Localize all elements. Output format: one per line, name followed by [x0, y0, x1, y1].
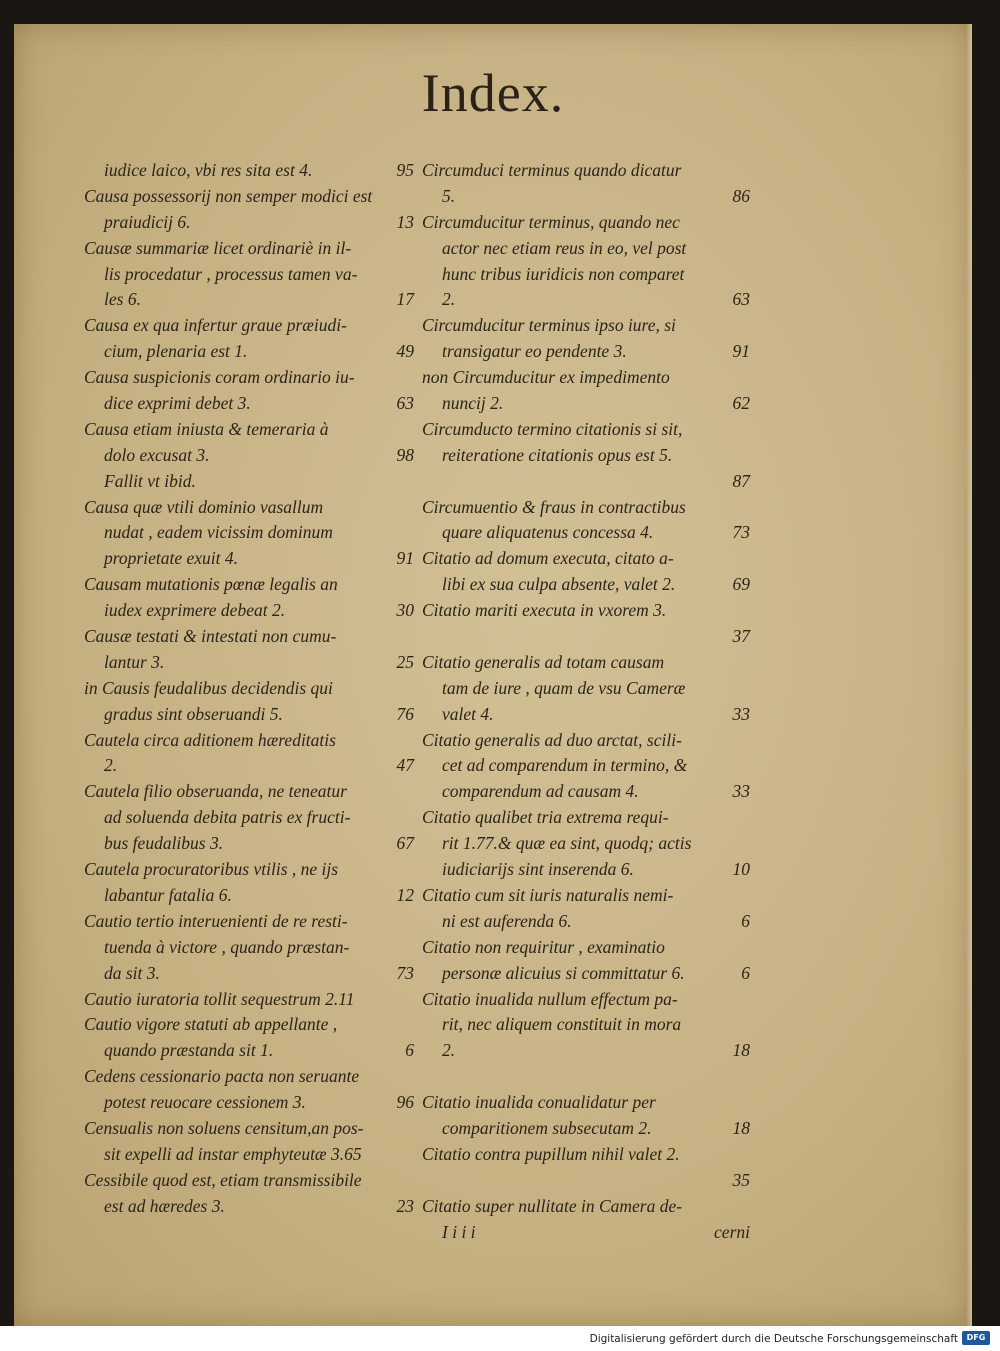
index-entry-text: sit expelli ad instar emphyteutæ 3.65	[104, 1143, 362, 1164]
index-entry-text: cet ad comparendum in termino, &	[442, 755, 688, 776]
index-line	[422, 1194, 750, 1220]
index-entry-text: dolo excusat 3.	[104, 444, 210, 465]
index-page-number: 76	[396, 703, 414, 724]
index-line	[84, 520, 414, 546]
index-entry-text: comparitionem subsecutam 2.	[442, 1117, 652, 1138]
index-line	[422, 676, 750, 702]
index-line	[422, 1038, 750, 1064]
index-line	[422, 158, 750, 184]
index-line	[84, 546, 414, 572]
index-page-number: 98	[396, 444, 414, 465]
index-entry-text: potest reuocare cessionem 3.	[104, 1092, 306, 1113]
index-line	[84, 935, 414, 961]
index-line	[422, 987, 750, 1013]
index-page-number: 62	[732, 393, 750, 414]
index-line	[422, 339, 750, 365]
index-entry-text: Fallit vt ibid.	[104, 470, 196, 491]
index-line	[422, 443, 750, 469]
index-entry-text: cium, plenaria est 1.	[104, 341, 248, 362]
index-entry-text: ad soluenda debita patris ex fructi-	[104, 807, 351, 828]
index-line	[84, 909, 414, 935]
index-entry-text: non Circumducitur ex impedimento	[422, 367, 670, 388]
index-entry-text: Circumduci terminus quando dicatur	[422, 160, 682, 180]
index-line	[84, 236, 414, 262]
index-entry-text: lantur 3.	[104, 651, 165, 672]
funding-footer	[0, 1326, 1000, 1351]
index-entry-text: praiudicij 6.	[104, 211, 191, 232]
index-line	[84, 158, 414, 184]
index-page-number: 73	[732, 522, 750, 543]
index-line	[84, 184, 414, 210]
index-line	[84, 469, 414, 495]
index-entry-text: Cessibile quod est, etiam transmissibile	[84, 1169, 362, 1190]
index-line	[422, 1220, 750, 1246]
index-line	[422, 546, 750, 572]
index-entry-text: Citatio contra pupillum nihil valet 2.	[422, 1143, 680, 1164]
index-line	[84, 598, 414, 624]
page-title: Index.	[421, 63, 565, 123]
index-line	[422, 1142, 750, 1168]
index-line	[84, 210, 414, 236]
index-page-number: 6	[741, 962, 750, 983]
index-entry-text: Circumducto termino citationis si sit,	[422, 418, 683, 439]
index-line	[84, 287, 414, 313]
index-line	[422, 883, 750, 909]
index-entry-text: gradus sint obseruandi 5.	[104, 703, 283, 724]
index-line	[84, 1116, 414, 1142]
index-entry-text: da sit 3.	[104, 962, 160, 983]
index-page-number: 18	[732, 1117, 750, 1138]
dfg-logo: DFG	[962, 1331, 990, 1345]
index-page-number: 87	[732, 470, 750, 491]
index-line	[422, 1090, 750, 1116]
index-line	[422, 753, 750, 779]
index-entry-text: Causa etiam iniusta & temeraria à	[84, 418, 329, 439]
index-line	[422, 495, 750, 521]
index-line	[422, 702, 750, 728]
index-page-number: 67	[396, 833, 414, 854]
index-entry-text: Cautio vigore statuti ab appellante ,	[84, 1014, 338, 1035]
index-page-number: 63	[396, 393, 414, 414]
index-entry-text: Causam mutationis pœnæ legalis an	[84, 574, 338, 595]
index-line	[422, 184, 750, 210]
index-entry-text: iudice laico, vbi res sita est 4.	[104, 160, 313, 180]
index-line	[422, 961, 750, 987]
index-line	[422, 520, 750, 546]
index-line	[422, 624, 750, 650]
index-entry-text: Cedens cessionario pacta non seruante	[84, 1066, 360, 1087]
index-entry-text: Cautio tertio interuenienti de re resti-	[84, 910, 348, 931]
index-entry-text: transigatur eo pendente 3.	[442, 341, 627, 362]
index-entry-text: in Causis feudalibus decidendis qui	[84, 677, 333, 698]
index-entry-text: quare aliquatenus concessa 4.	[442, 522, 654, 543]
index-entry-text: Citatio mariti executa in vxorem 3.	[422, 600, 667, 621]
index-line	[422, 572, 750, 598]
index-page-number: 12	[396, 884, 414, 905]
index-line	[84, 650, 414, 676]
index-line	[422, 1116, 750, 1142]
index-entry-text: ni est auferenda 6.	[442, 910, 572, 931]
index-line	[84, 831, 414, 857]
index-entry-text: rit 1.77.& quæ ea sint, quodq; actis	[442, 833, 692, 854]
index-page-number: 30	[396, 600, 414, 621]
index-page-number: 10	[732, 859, 750, 880]
index-line	[422, 210, 750, 236]
index-page-number: 35	[732, 1169, 750, 1190]
footer-credit: Digitalisierung gefördert durch die Deutsche Forschungsgemeinschaft	[589, 1333, 958, 1345]
index-entry-text: iudex exprimere debeat 2.	[104, 600, 286, 621]
index-line	[84, 1038, 414, 1064]
index-entry-text: Circumuentio & fraus in contractibus	[422, 496, 686, 517]
index-entry-text: labantur fatalia 6.	[104, 884, 232, 905]
index-page-number: 6	[405, 1040, 414, 1061]
index-entry-text: Cautela procuratoribus vtilis , ne ijs	[84, 859, 339, 880]
index-entry-text: Citatio inualida conualidatur per	[422, 1092, 656, 1113]
index-line	[422, 287, 750, 313]
index-entry-text: proprietate exuit 4.	[104, 548, 238, 569]
index-entry-text: Circumducitur terminus ipso iure, si	[422, 315, 676, 336]
index-entry-text: Causæ summariæ licet ordinariè in il-	[84, 237, 352, 258]
index-line	[84, 339, 414, 365]
index-line	[84, 1012, 414, 1038]
index-line	[84, 857, 414, 883]
index-page-number: 13	[396, 211, 414, 232]
index-entry-text: 2.	[442, 1040, 456, 1061]
index-entry-text: Cautela circa aditionem hæreditatis	[84, 729, 336, 750]
index-page-number: 17	[396, 289, 414, 310]
index-line	[422, 831, 750, 857]
index-entry-text: Causa quæ vtili dominio vasallum	[84, 496, 324, 517]
page-edge	[966, 24, 972, 1326]
index-entry-text: Causæ testati & intestati non cumu-	[84, 626, 337, 647]
index-entry-text: Citatio non requiritur , examinatio	[422, 936, 665, 957]
index-line	[422, 417, 750, 443]
index-entry-text: dice exprimi debet 3.	[104, 393, 251, 414]
index-page-number: 91	[396, 548, 414, 569]
index-entry-text: Citatio cum sit iuris naturalis nemi-	[422, 884, 674, 905]
index-entry-text: personæ alicuius si committatur 6.	[442, 962, 685, 983]
index-line	[84, 443, 414, 469]
index-entry-text: valet 4.	[442, 703, 494, 724]
index-entry-text: Citatio generalis ad totam causam	[422, 651, 665, 672]
index-entry-text: nudat , eadem vicissim dominum	[104, 522, 333, 543]
index-column-right	[422, 158, 750, 1245]
index-page-number: 86	[732, 185, 750, 206]
index-line	[422, 598, 750, 624]
index-line	[84, 1064, 414, 1090]
index-page-number: 95	[396, 160, 414, 180]
index-entry-text: tam de iure , quam de vsu Cameræ	[442, 677, 686, 698]
index-entry-text: Citatio inualida nullum effectum pa-	[422, 988, 678, 1009]
index-page-number: 73	[396, 962, 414, 983]
index-page-number: 25	[396, 651, 414, 672]
index-entry-text: Citatio super nullitate in Camera de-	[422, 1195, 683, 1216]
index-page-number: 49	[396, 341, 414, 362]
index-entry-text: est ad hæredes 3.	[104, 1195, 225, 1216]
index-entry-text: bus feudalibus 3.	[104, 833, 224, 854]
index-entry-text: 2.	[442, 289, 456, 310]
index-entry-text: 5.	[442, 185, 456, 206]
index-page-number: 63	[732, 289, 750, 310]
index-entry-text: Censualis non soluens censitum,an pos-	[84, 1117, 364, 1138]
index-entry-text: Causa possessorij non semper modici est	[84, 185, 373, 206]
index-entry-text: lis procedatur , processus tamen va-	[104, 263, 358, 284]
index-page-number: 91	[732, 341, 750, 362]
index-line	[84, 313, 414, 339]
index-line	[84, 779, 414, 805]
index-line	[422, 365, 750, 391]
index-line	[84, 1168, 414, 1194]
index-page-number: 6	[741, 910, 750, 931]
index-line	[422, 236, 750, 262]
index-entry-text: Cautela filio obseruanda, ne teneatur	[84, 781, 347, 802]
index-line	[422, 313, 750, 339]
index-page-number: 33	[732, 781, 750, 802]
index-column-left	[84, 158, 414, 1220]
index-entry-text: tuenda à victore , quando præstan-	[104, 936, 350, 957]
index-entry-text: Citatio ad domum executa, citato a-	[422, 548, 674, 569]
index-line	[422, 262, 750, 288]
index-entry-text: rit, nec aliquem constituit in mora	[442, 1014, 682, 1035]
index-line	[84, 365, 414, 391]
index-line	[84, 417, 414, 443]
index-line	[84, 676, 414, 702]
column-gap	[422, 1064, 750, 1090]
index-line	[422, 391, 750, 417]
index-line	[84, 753, 414, 779]
index-page-number: 23	[396, 1195, 414, 1216]
index-entry-text: actor nec etiam reus in eo, vel post	[442, 237, 687, 258]
index-line	[422, 1012, 750, 1038]
index-page-number: 47	[396, 755, 414, 776]
index-entry-text: I i i i	[442, 1221, 476, 1242]
index-line	[422, 469, 750, 495]
index-line	[84, 495, 414, 521]
index-line	[84, 987, 414, 1013]
index-line	[84, 1090, 414, 1116]
index-line	[84, 702, 414, 728]
index-entry-text: comparendum ad causam 4.	[442, 781, 639, 802]
index-line	[422, 728, 750, 754]
index-line	[422, 909, 750, 935]
index-line	[84, 391, 414, 417]
index-line	[84, 1142, 414, 1168]
index-line	[84, 1194, 414, 1220]
index-line	[422, 805, 750, 831]
index-entry-text: Circumducitur terminus, quando nec	[422, 211, 680, 232]
index-entry-text: iudiciarijs sint inserenda 6.	[442, 859, 634, 880]
index-entry-text: libi ex sua culpa absente, valet 2.	[442, 574, 676, 595]
index-line	[84, 883, 414, 909]
index-entry-text: Cautio iuratoria tollit sequestrum 2.11	[84, 988, 355, 1009]
index-page-number: 96	[396, 1092, 414, 1113]
index-entry-text: Causa suspicionis coram ordinario iu-	[84, 367, 355, 388]
index-line	[84, 728, 414, 754]
index-line	[422, 935, 750, 961]
index-line	[84, 624, 414, 650]
index-entry-text: 2.	[104, 755, 118, 776]
index-line	[422, 650, 750, 676]
index-entry-text: les 6.	[104, 289, 141, 310]
index-page-number: cerni	[714, 1221, 750, 1242]
index-entry-text: Causa ex qua infertur graue præiudi-	[84, 315, 347, 336]
index-line	[84, 961, 414, 987]
index-page-number: 18	[732, 1040, 750, 1061]
index-line	[84, 805, 414, 831]
index-line	[84, 572, 414, 598]
index-line	[422, 1168, 750, 1194]
index-entry-text: reiteratione citationis opus est 5.	[442, 444, 673, 465]
index-entry-text: quando præstanda sit 1.	[104, 1040, 274, 1061]
index-line	[422, 779, 750, 805]
index-page-number: 69	[732, 574, 750, 595]
index-entry-text: nuncij 2.	[442, 393, 504, 414]
book-page	[14, 24, 972, 1326]
index-entry-text: Citatio qualibet tria extrema requi-	[422, 807, 669, 828]
index-entry-text: hunc tribus iuridicis non comparet	[442, 263, 685, 284]
index-page-number: 37	[732, 626, 750, 647]
index-entry-text: Citatio generalis ad duo arctat, scili-	[422, 729, 682, 750]
index-page-number: 33	[732, 703, 750, 724]
index-line	[84, 262, 414, 288]
index-line	[422, 857, 750, 883]
